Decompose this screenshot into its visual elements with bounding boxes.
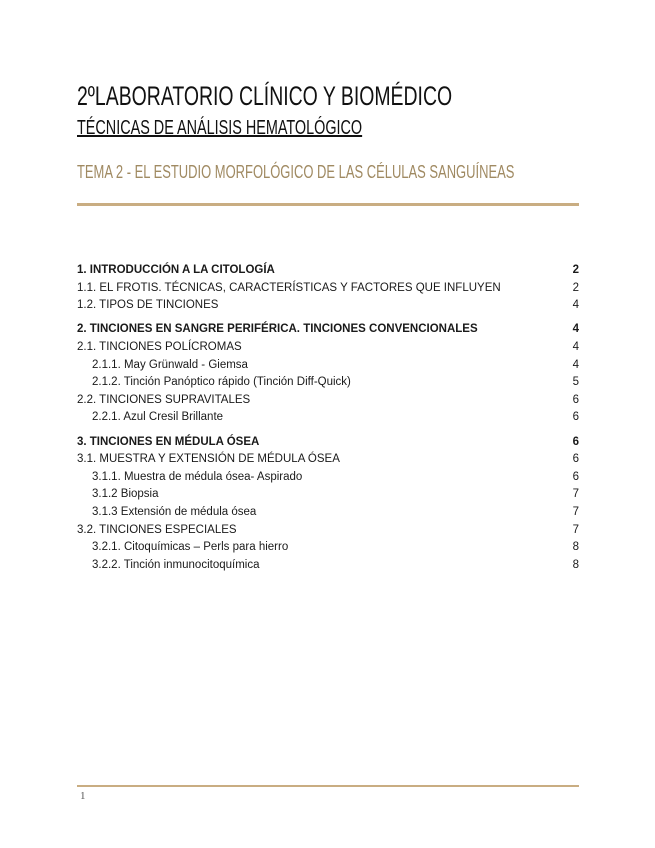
toc-entry[interactable] — [77, 504, 579, 522]
toc-entry-page: 4 — [572, 299, 579, 312]
toc-entry[interactable] — [77, 297, 579, 315]
footer-divider — [77, 785, 579, 787]
toc-entry[interactable] — [77, 321, 579, 339]
table-of-contents — [77, 262, 579, 574]
toc-entry-label: 3.2.1. Citoquímicas – Perls para hierro — [92, 541, 289, 554]
toc-entry-page: 7 — [572, 505, 579, 518]
toc-entry-page: 4 — [572, 358, 579, 371]
document-subtitle: TÉCNICAS DE ANÁLISIS HEMATOLÓGICO — [77, 117, 363, 139]
toc-entry-label: 1.2. TIPOS DE TINCIONES — [77, 299, 219, 312]
toc-entry[interactable] — [77, 486, 579, 504]
toc-entry[interactable] — [77, 469, 579, 487]
toc-entry[interactable] — [77, 357, 579, 375]
toc-entry-label: 3.1.1. Muestra de médula ósea- Aspirado — [92, 470, 303, 483]
toc-entry-label: 2.2. TINCIONES SUPRAVITALES — [77, 393, 251, 406]
toc-entry-page: 6 — [572, 435, 579, 448]
toc-entry-label: 3. TINCIONES EN MÉDULA ÓSEA — [77, 435, 260, 448]
toc-entry-page: 4 — [572, 323, 579, 336]
toc-entry[interactable] — [77, 339, 579, 357]
toc-entry-label: 2.2.1. Azul Cresil Brillante — [92, 411, 224, 424]
toc-entry[interactable] — [77, 409, 579, 427]
toc-entry-label: 1.1. EL FROTIS. TÉCNICAS, CARACTERÍSTICAS Y FACTORES QUE INFLUYEN — [77, 281, 501, 294]
toc-entry-label: 2.1.2. Tinción Panóptico rápido (Tinción Diff-Quick) — [92, 376, 351, 389]
toc-entry-label: 2.1.1. May Grünwald - Giemsa — [92, 358, 248, 371]
toc-entry-label: 3.2.2. Tinción inmunocitoquímica — [92, 558, 260, 571]
toc-entry[interactable] — [77, 374, 579, 392]
toc-entry[interactable] — [77, 522, 579, 540]
toc-entry-page: 8 — [572, 558, 579, 571]
page-number: 1 — [80, 790, 86, 802]
toc-entry-label: 3.2. TINCIONES ESPECIALES — [77, 523, 237, 536]
toc-entry-label: 3.1.3 Extensión de médula ósea — [92, 505, 257, 518]
toc-entry-label: 2. TINCIONES EN SANGRE PERIFÉRICA. TINCIONES CONVENCIONALES — [77, 323, 478, 336]
toc-entry[interactable] — [77, 557, 579, 575]
toc-entry-label: 3.1.2 Biopsia — [92, 488, 159, 501]
toc-entry-page: 6 — [572, 453, 579, 466]
toc-entry-page: 6 — [572, 411, 579, 424]
toc-entry[interactable] — [77, 434, 579, 452]
toc-entry-page: 4 — [572, 340, 579, 353]
toc-entry-page: 5 — [572, 376, 579, 389]
toc-entry-page: 6 — [572, 393, 579, 406]
header-divider — [77, 203, 579, 206]
toc-entry[interactable] — [77, 392, 579, 410]
toc-entry[interactable] — [77, 262, 579, 280]
toc-entry-page: 7 — [572, 523, 579, 536]
toc-entry[interactable] — [77, 280, 579, 298]
toc-entry-page: 2 — [572, 264, 579, 276]
toc-entry[interactable] — [77, 451, 579, 469]
toc-entry-label: 3.1. MUESTRA Y EXTENSIÓN DE MÉDULA ÓSEA — [77, 453, 340, 466]
document-title: 2ºLABORATORIO CLÍNICO Y BIOMÉDICO — [77, 81, 453, 111]
toc-entry-label: 1. INTRODUCCIÓN A LA CITOLOGÍA — [77, 264, 275, 276]
toc-entry-page: 7 — [572, 488, 579, 501]
topic-heading: TEMA 2 - EL ESTUDIO MORFOLÓGICO DE LAS CÉLULAS SANGUÍNEAS — [77, 162, 515, 182]
toc-entry-label: 2.1. TINCIONES POLÍCROMAS — [77, 340, 242, 353]
toc-entry[interactable] — [77, 539, 579, 557]
toc-entry-page: 2 — [572, 281, 579, 294]
toc-entry-page: 6 — [572, 470, 579, 483]
toc-entry-page: 8 — [572, 541, 579, 554]
